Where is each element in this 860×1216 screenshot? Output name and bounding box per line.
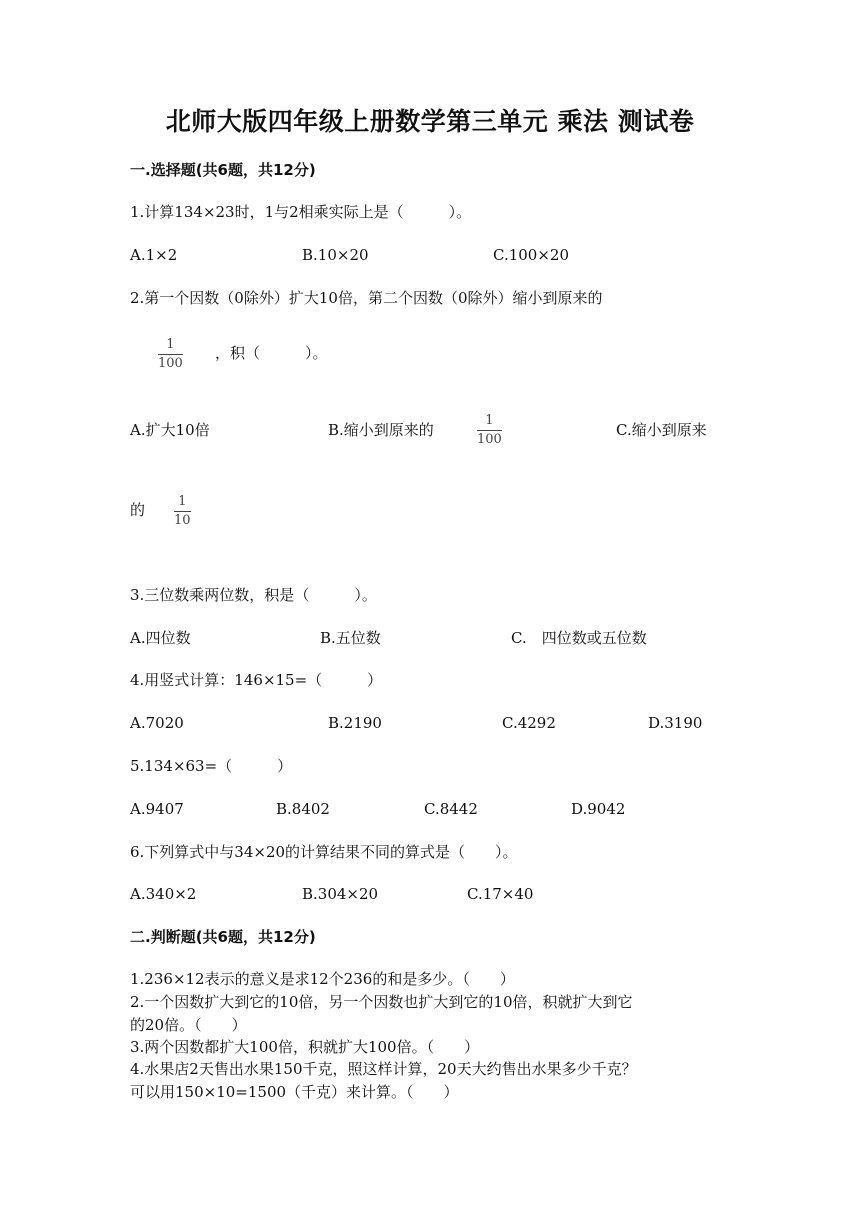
fraction-denominator: 10 <box>174 513 191 528</box>
question-5-option-b: B.8402 <box>276 800 330 818</box>
question-2-option-c-fraction <box>174 494 191 529</box>
question-1-stem: 1.计算134×23时，1与2相乘实际上是（ ）。 <box>130 203 472 221</box>
fraction-numerator: 1 <box>485 413 494 428</box>
question-2-option-b: B.缩小到原来的 <box>328 421 434 439</box>
question-4-option-d: D.3190 <box>648 714 703 732</box>
question-4-option-b: B.2190 <box>328 714 382 732</box>
question-1-option-b: B.10×20 <box>302 246 369 264</box>
fraction-denominator: 100 <box>477 432 502 447</box>
question-3-option-c: C. 四位数或五位数 <box>511 629 647 647</box>
section-heading-choice: 一.选择题(共6题，共12分) <box>130 161 316 179</box>
question-6-stem: 6.下列算式中与34×20的计算结果不同的算式是（ ）。 <box>130 843 518 861</box>
question-4-option-c: C.4292 <box>502 714 556 732</box>
question-2-option-b-fraction <box>477 413 502 448</box>
question-1-option-c: C.100×20 <box>493 246 569 264</box>
judgment-line-2: 2.一个因数扩大到它的10倍，另一个因数也扩大到它的10倍，积就扩大到它 <box>130 993 633 1011</box>
question-5-option-c: C.8442 <box>424 800 478 818</box>
question-2-option-a: A.扩大10倍 <box>130 421 210 439</box>
page-title: 北师大版四年级上册数学第三单元 乘法 测试卷 <box>165 107 695 136</box>
question-2-option-c-cont: 的 <box>130 501 146 519</box>
question-1-option-a: A.1×2 <box>130 246 178 264</box>
question-2-option-c: C.缩小到原来 <box>616 421 707 439</box>
question-5-option-a: A.9407 <box>130 800 184 818</box>
question-6-option-a: A.340×2 <box>130 885 197 903</box>
question-2-fraction <box>158 337 183 372</box>
question-6-option-b: B.304×20 <box>302 885 379 903</box>
question-6-option-c: C.17×40 <box>467 885 534 903</box>
judgment-line-3: 的20倍。（ ） <box>130 1016 247 1034</box>
judgment-line-6: 可以用150×10=1500（千克）来计算。（ ） <box>130 1083 459 1101</box>
fraction-bar <box>477 430 502 431</box>
question-3-option-b: B.五位数 <box>320 629 381 647</box>
question-4-stem: 4.用竖式计算：146×15=（ ） <box>130 671 383 689</box>
question-4-option-a: A.7020 <box>130 714 184 732</box>
fraction-denominator: 100 <box>158 356 183 371</box>
section-heading-judgment: 二.判断题(共6题，共12分) <box>130 928 316 946</box>
judgment-line-5: 4.水果店2天售出水果150千克，照这样计算，20天大约售出水果多少千克？ <box>130 1060 637 1078</box>
judgment-line-4: 3.两个因数都扩大100倍，积就扩大100倍。（ ） <box>130 1038 480 1056</box>
fraction-numerator: 1 <box>166 337 175 352</box>
fraction-numerator: 1 <box>178 494 187 509</box>
question-3-stem: 3.三位数乘两位数，积是（ ）。 <box>130 586 377 604</box>
question-2-tail: ，积（ ）。 <box>215 344 328 362</box>
question-5-stem: 5.134×63=（ ） <box>130 757 293 775</box>
fraction-bar <box>158 354 183 355</box>
question-3-option-a: A.四位数 <box>130 629 191 647</box>
fraction-bar <box>174 511 191 512</box>
question-2-stem: 2.第一个因数（0除外）扩大10倍，第二个因数（0除外）缩小到原来的 <box>130 289 603 307</box>
judgment-line-1: 1.236×12表示的意义是求12个236的和是多少。（ ） <box>130 970 515 988</box>
question-5-option-d: D.9042 <box>571 800 626 818</box>
